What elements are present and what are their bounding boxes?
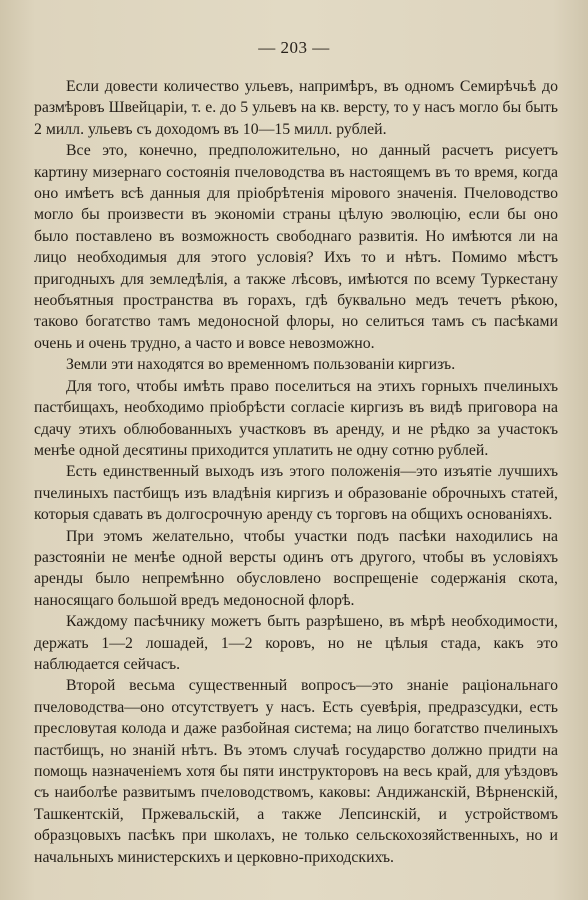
paragraph-2: Все это, конечно, предположительно, но данный расчетъ рисуетъ картину мизернаго состоянія пчеловодства въ настоящемъ въ то время, когда оно имѣетъ всѣ данныя для пріобрѣтенія мірового значенія. Пчеловодство могло бы произвести въ экономіи страны цѣлую эволюцію, если бы оно было поставлено въ возможность свободнаго развитія. Но имѣются ли на лицо необходимыя для этого условія? Ихъ то и нѣтъ. Помимо мѣстъ пригодныхъ для земледѣлія, а также лѣсовъ, имѣются по всему Туркестану необъятныя пространства въ горахъ, гдѣ буквально медъ течетъ рѣкою, таково богатство тамъ медоносной флоры, но селиться тамъ съ пасѣками очень и очень трудно, а часто и вовсе невозможно.: [34, 142, 558, 352]
paragraph-6: При этомъ желательно, чтобы участки подъ пасѣки находились на разстояніи не менѣе одной версты одинъ отъ другого, чтобы въ условіяхъ аренды было непремѣнно обусловлено воспрещеніе содержанія скота, наносящаго большой вредъ медоносной флорѣ.: [34, 527, 558, 609]
body-text: [34, 76, 558, 868]
paragraph-3: Земли эти находятся во временномъ пользованіи киргизъ.: [66, 356, 456, 374]
paragraph-1: Если довести количество ульевъ, напримѣръ, въ одномъ Семирѣчьѣ до размѣровъ Швейцаріи, т. е. до 5 ульевъ на кв. версту, то у насъ могло бы быть 2 милл. ульевъ съ доходомъ въ 10—15 милл. рублей.: [34, 78, 558, 138]
paragraph-4: Для того, чтобы имѣть право поселиться на этихъ горныхъ пчелиныхъ пастбищахъ, необходимо пріобрѣсти согласіе киргизъ въ видѣ приговора на сдачу этихъ облюбованныхъ участковъ въ аренду, и не рѣдко за участокъ менѣе одной десятины приходится уплатить не одну сотню рублей.: [34, 377, 558, 459]
paragraph-7: Каждому пасѣчнику можетъ быть разрѣшено, въ мѣрѣ необходимости, держать 1—2 лошадей, 1—2 коровъ, но не цѣлыя стада, какъ это наблюдается сейчасъ.: [34, 613, 558, 673]
page-number: — 203 —: [258, 38, 330, 57]
paragraph-8: Второй весьма существенный вопросъ—это знаніе раціональнаго пчеловодства—оно отсутствуетъ у насъ. Есть суевѣрія, предразсудки, есть пресловутая колода и даже разбойная система; на лицо богатство пчелиныхъ пастбищъ, но знаній нѣтъ. Въ этомъ случаѣ государство должно придти на помощь назначеніемъ хотя бы пяти инструкторовъ на весь край, для уѣздовъ съ наиболѣе развитымъ пчеловодствомъ, каковы: Андижанскій, Вѣрненскій, Ташкентскій, Пржевальскій, а также Лепсинскій, и устройствомъ образцовыхъ пасѣкъ при школахъ, не только сельскохозяйственныхъ, но и начальныхъ министерскихъ и церковно-приходскихъ.: [34, 677, 558, 866]
paragraph-5: Есть единственный выходъ изъ этого положенія—это изъятіе лучшихъ пчелиныхъ пастбищъ изъ владѣнія киргизъ и образованіе оброчныхъ статей, которыя сдавать въ долгосрочную аренду съ торговъ на общихъ основаніяхъ.: [34, 463, 558, 524]
